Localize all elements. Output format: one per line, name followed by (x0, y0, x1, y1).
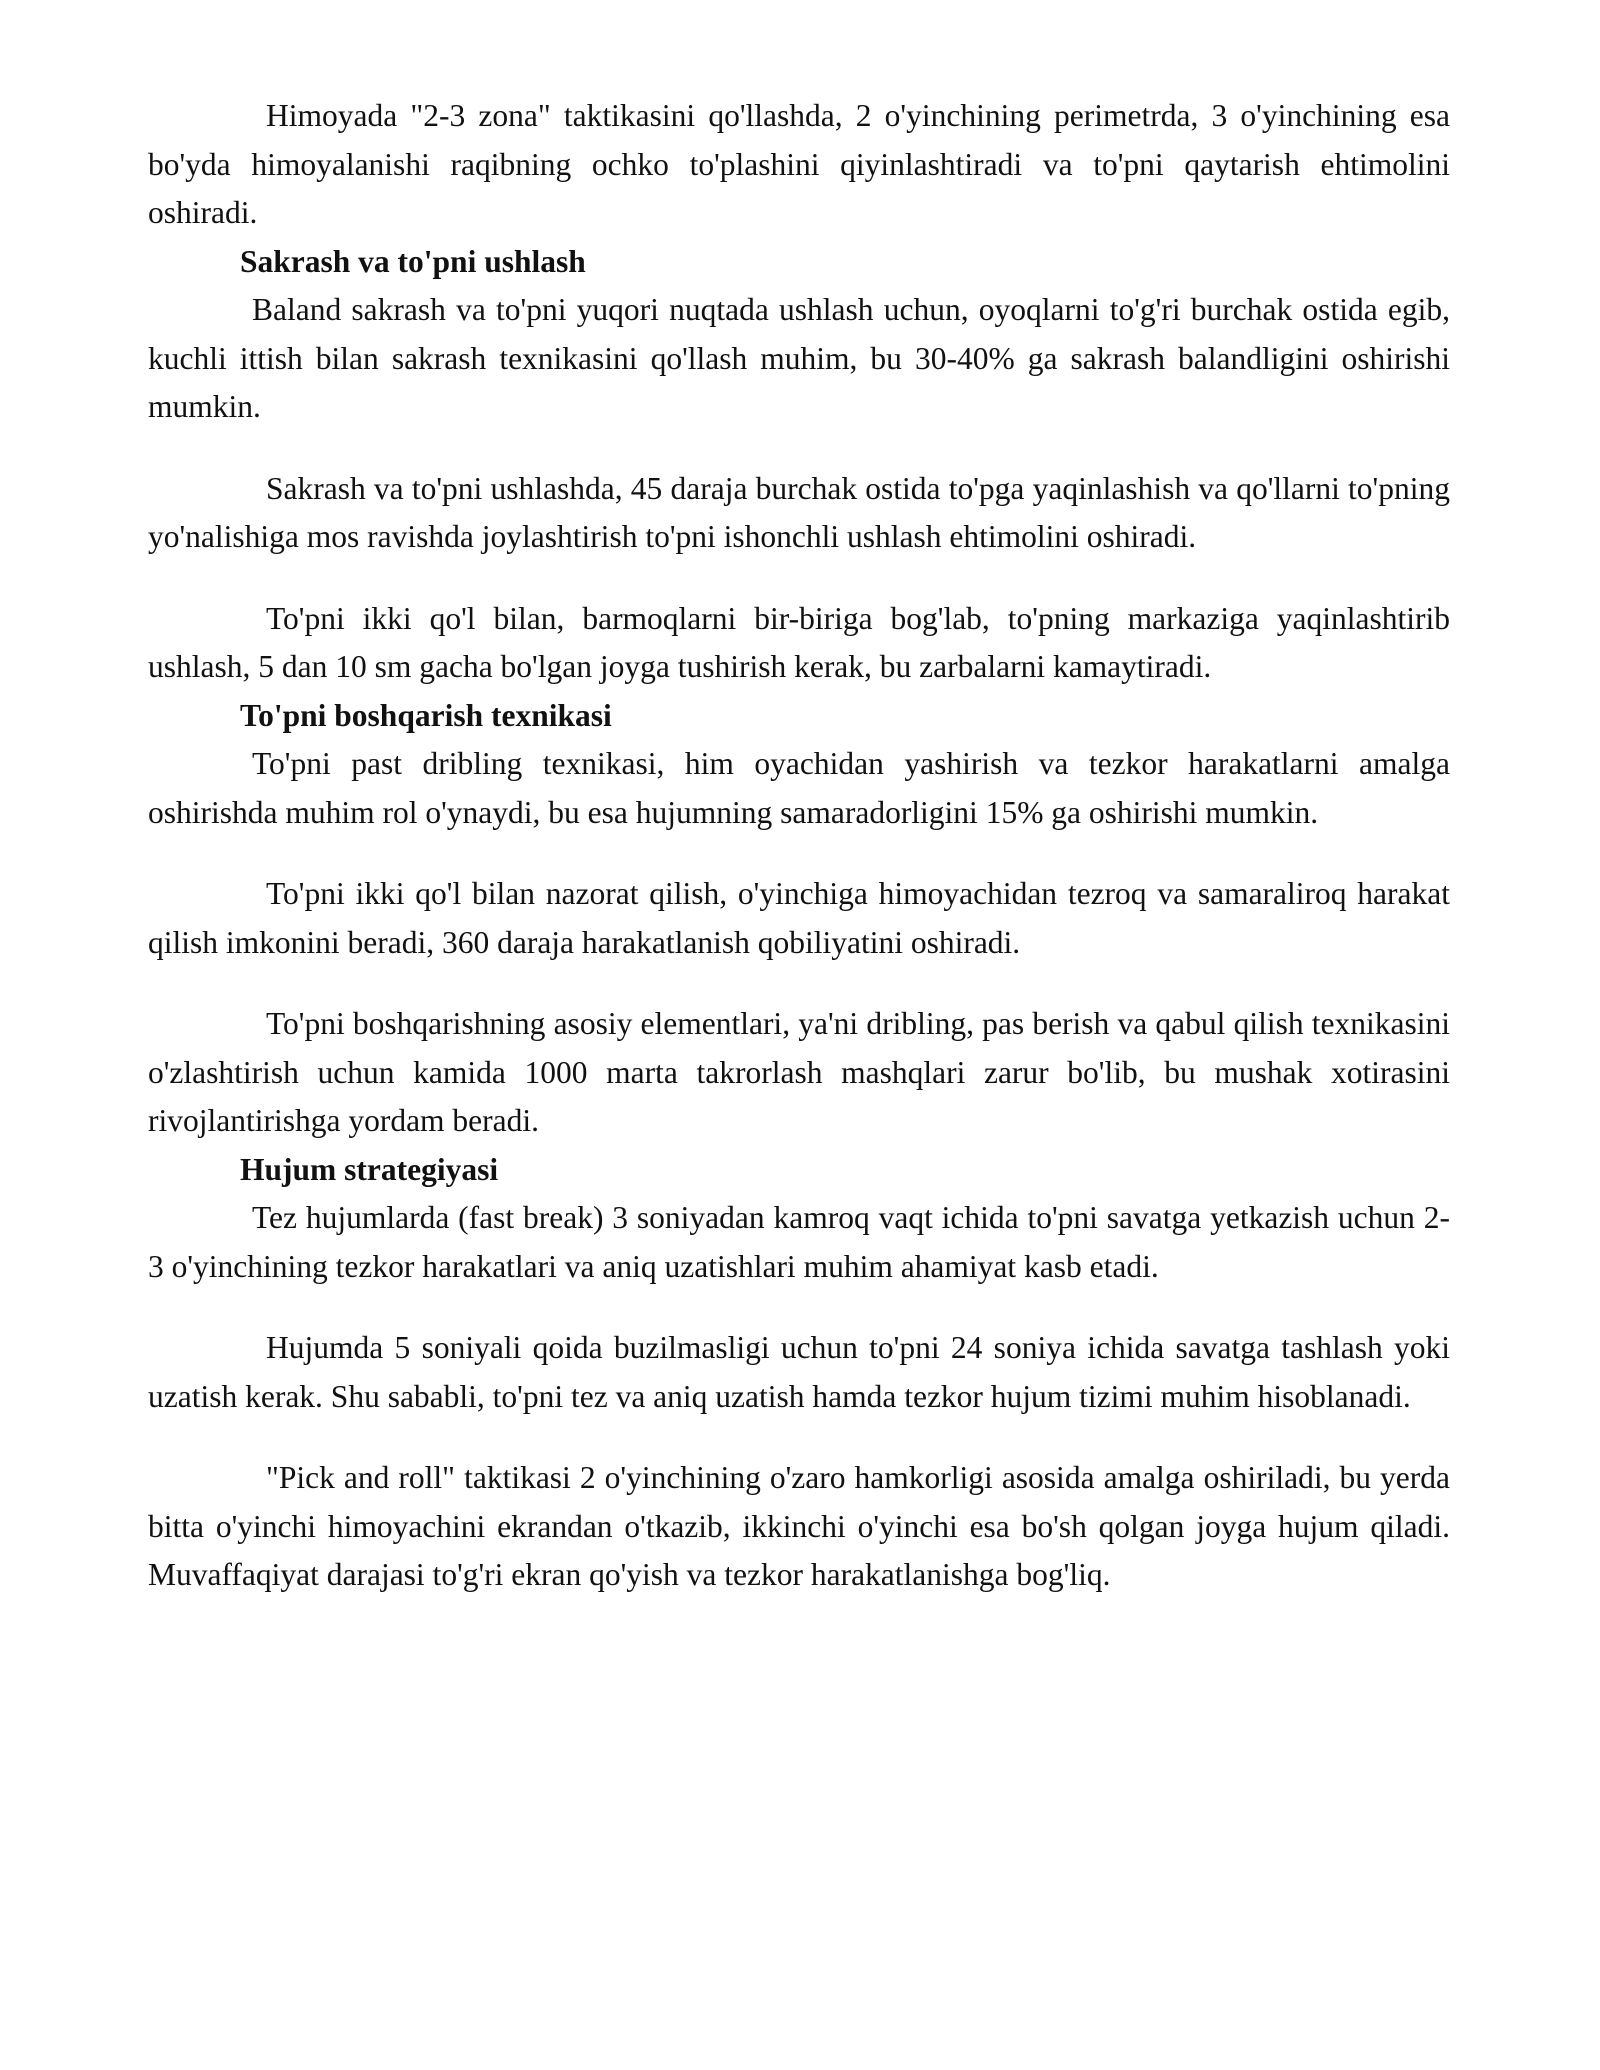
paragraph-zone-defense: Himoyada "2-3 zona" taktikasini qo'llashda, 2 o'yinchining perimetrda, 3 o'yinchining esa bo'yda himoyalanishi raqibning ochko to'plashini qiyinlashtiradi va to'pni qaytarish ehtimolini oshiradi. (148, 98, 1450, 230)
paragraph-two-hand-catch: To'pni ikki qo'l bilan, barmoqlarni bir-biriga bog'lab, to'pning markaziga yaqinlashtirib ushlash, 5 dan 10 sm gacha bo'lgan joyga tushirish kerak, bu zarbalarni kamaytiradi. (148, 600, 1450, 684)
paragraph-shot-clock: Hujumda 5 soniyali qoida buzilmasligi uchun to'pni 24 soniya ichida savatga tashlash yoki uzatish kerak. Shu sababli, to'pni tez va aniq uzatish hamda tezkor hujum tizimi muhim hisoblanadi. (148, 1330, 1450, 1414)
paragraph-pick-and-roll: "Pick and roll" taktikasi 2 o'yinchining o'zaro hamkorligi asosida amalga oshiriladi, bu yerda bitta o'yinchi himoyachini ekrandan o'tkazib, ikkinchi o'yinchi esa bo'sh qolgan joyga hujum qiladi. Muvaffaqiyat darajasi to'g'ri ekran qo'yish va tezkor harakatlanishga bog'liq. (148, 1460, 1450, 1592)
paragraph-ball-handling-elements: To'pni boshqarishning asosiy elementlari, ya'ni dribling, pas berish va qabul qilish texnikasini o'zlashtirish uchun kamida 1000 marta takrorlash mashqlari zarur bo'lib, bu mushak xotirasini rivojlantirishga yordam beradi. (148, 1006, 1450, 1138)
paragraph-two-hand-control: To'pni ikki qo'l bilan nazorat qilish, o'yinchiga himoyachidan tezroq va samaraliroq harakat qilish imkonini beradi, 360 daraja harakatlanish qobiliyatini oshiradi. (148, 876, 1450, 960)
paragraph-jump-technique: Baland sakrash va to'pni yuqori nuqtada ushlash uchun, oyoqlarni to'g'ri burchak ostida egib, kuchli ittish bilan sakrash texnikasini qo'llash muhim, bu 30-40% ga sakrash balandligini oshirishi mumkin. (148, 292, 1450, 424)
paragraph-jump-angle: Sakrash va to'pni ushlashda, 45 daraja burchak ostida to'pga yaqinlashish va qo'llarni to'pning yo'nalishiga mos ravishda joylashtirish to'pni ishonchli ushlash ehtimolini oshiradi. (148, 470, 1450, 554)
heading-offense-strategy: Hujum strategiyasi (240, 1151, 499, 1187)
heading-jumping-catching: Sakrash va to'pni ushlash (240, 243, 586, 279)
paragraph-low-dribble: To'pni past dribling texnikasi, him oyachidan yashirish va tezkor harakatlarni amalga oshirishda muhim rol o'ynaydi, bu esa hujumning samaradorligini 15% ga oshirishi mumkin. (148, 746, 1450, 830)
paragraph-fast-break: Tez hujumlarda (fast break) 3 soniyadan kamroq vaqt ichida to'pni savatga yetkazish uchun 2-3 o'yinchining tezkor harakatlari va aniq uzatishlari muhim ahamiyat kasb etadi. (148, 1200, 1450, 1284)
heading-ball-handling: To'pni boshqarish texnikasi (240, 697, 612, 733)
document-page (148, 92, 1450, 1600)
